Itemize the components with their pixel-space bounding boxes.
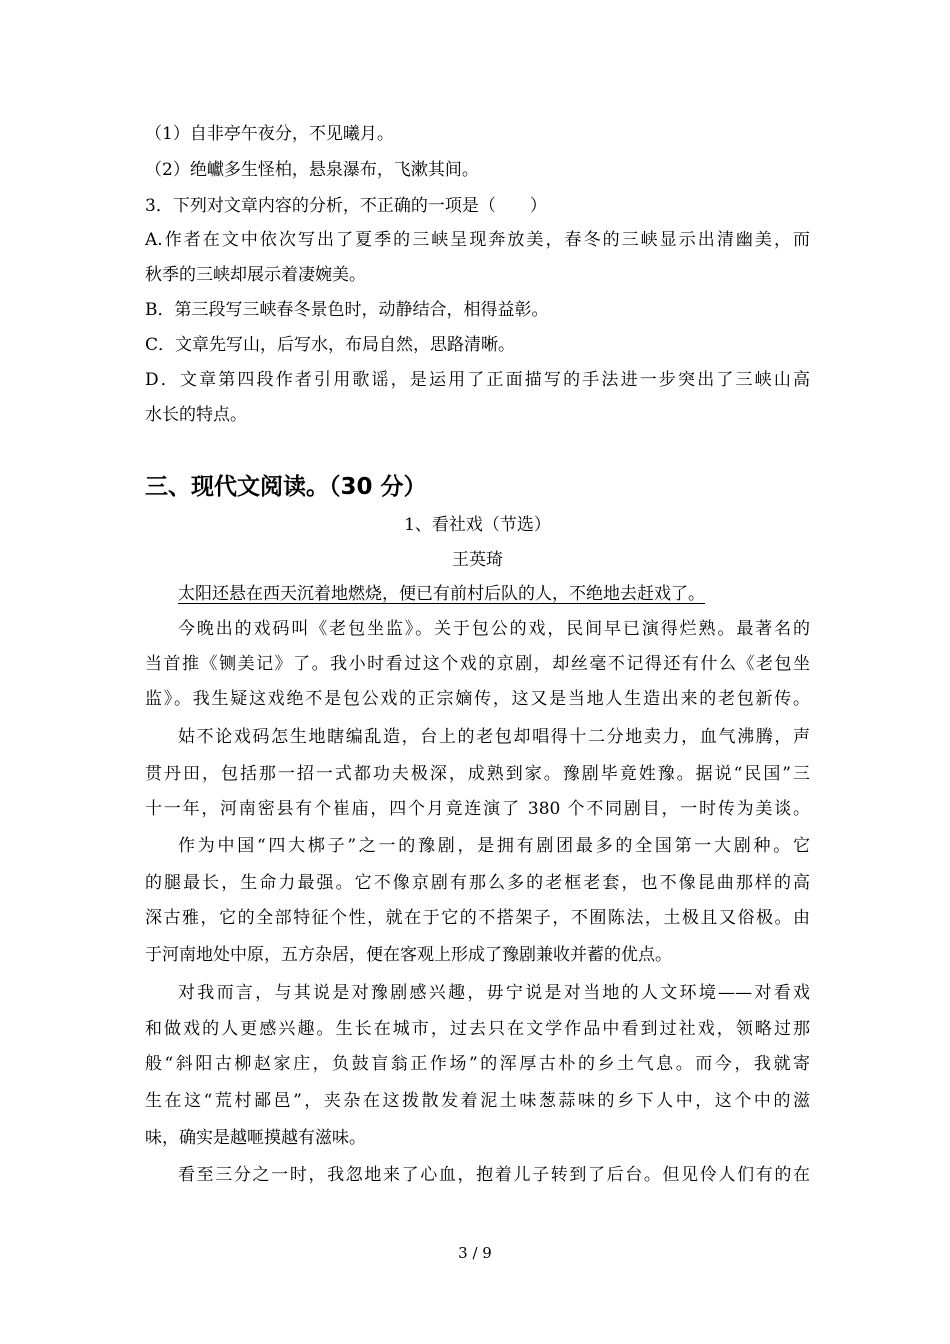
question-3-stem: 3．下列对文章内容的分析，不正确的一项是（ ） bbox=[145, 196, 547, 216]
paragraph-4-line-1: 作为中国“四大梆子”之一的豫剧，是拥有剧团最多的全国第一大剧种。它 bbox=[178, 836, 810, 856]
paragraph-3-line-2: 贯丹田，包括那一招一式都功夫极深，成熟到家。豫剧毕竟姓豫。据说“民国”三 bbox=[145, 764, 810, 784]
paragraph-2-line-2: 当首推《铡美记》了。我小时看过这个戏的京剧，却丝毫不记得还有什么《老包坐 bbox=[145, 654, 810, 674]
paragraph-3-line-1: 姑不论戏码怎生地瞎编乱造，台上的老包却唱得十二分地卖力，血气沸腾，声 bbox=[178, 727, 810, 747]
page-number: 3 / 9 bbox=[458, 1244, 492, 1262]
paragraph-5-line-1: 对我而言，与其说是对豫剧感兴趣，毋宁说是对当地的人文环境——对看戏 bbox=[178, 983, 810, 1003]
paragraph-5-line-4: 生在这“荒村鄙邑”，夹杂在这拨散发着泥土味葱蒜味的乡下人中，这个中的滋 bbox=[145, 1091, 810, 1111]
option-b: B．第三段写三峡春冬景色时，动静结合，相得益彰。 bbox=[145, 300, 549, 320]
article-paragraph-1 bbox=[178, 582, 810, 606]
paragraph-6-line-1: 看至三分之一时，我忽地来了心血，抱着儿子转到了后台。但见伶人们有的在 bbox=[178, 1165, 810, 1185]
paragraph-5-line-2: 和做戏的人更感兴趣。生长在城市，过去只在文学作品中看到过社戏，领略过那 bbox=[145, 1019, 810, 1039]
article-title: 1、看社戏（节选） bbox=[404, 515, 551, 535]
paragraph-5-line-5: 味，确实是越咂摸越有滋味。 bbox=[145, 1128, 366, 1148]
option-a-line-1: A.作者在文中依次写出了夏季的三峡呈现奔放美，春冬的三峡显示出清幽美，而 bbox=[145, 230, 810, 250]
paragraph-3-line-3: 十一年，河南密县有个崔庙，四个月竟连演了 380 个不同剧目，一时传为美谈。 bbox=[145, 799, 810, 819]
question-sub-1: （1）自非亭午夜分，不见曦月。 bbox=[145, 124, 394, 144]
paragraph-4-line-3: 深古雅，它的全部特征个性，就在于它的不搭架子，不囿陈法，土极且又俗极。由 bbox=[145, 908, 810, 928]
question-sub-2: （2）绝巘多生怪柏，悬泉瀑布，飞漱其间。 bbox=[145, 160, 479, 180]
option-d-line-2: 水长的特点。 bbox=[145, 405, 247, 425]
underlined-sentence: 太阳还悬在西天沉着地燃烧，便已有前村后队的人，不绝地去赶戏了。 bbox=[178, 584, 705, 604]
option-c: C．文章先写山，后写水，布局自然，思路清晰。 bbox=[145, 335, 516, 355]
option-d-line-1: D．文章第四段作者引用歌谣，是运用了正面描写的手法进一步突出了三峡山高 bbox=[145, 370, 810, 390]
paragraph-5-line-3: 般“斜阳古柳赵家庄，负鼓盲翁正作场”的浑厚古朴的乡土气息。而今，我就寄 bbox=[145, 1054, 810, 1074]
paragraph-2-line-3: 监》。我生疑这戏绝不是包公戏的正宗嫡传，这又是当地人生造出来的老包新传。 bbox=[145, 689, 810, 709]
paragraph-2-line-1: 今晚出的戏码叫《老包坐监》。关于包公的戏，民间早已演得烂熟。最著名的 bbox=[178, 619, 810, 639]
paragraph-4-line-2: 的腿最长，生命力最强。它不像京剧有那么多的老框老套，也不像昆曲那样的高 bbox=[145, 873, 810, 893]
option-a-line-2: 秋季的三峡却展示着凄婉美。 bbox=[145, 265, 366, 285]
section-heading: 三、现代文阅读。（30 分） bbox=[145, 474, 427, 500]
paragraph-4-line-4: 于河南地处中原，五方杂居，便在客观上形成了豫剧兼收并蓄的优点。 bbox=[145, 945, 672, 965]
article-author: 王英琦 bbox=[452, 550, 503, 570]
